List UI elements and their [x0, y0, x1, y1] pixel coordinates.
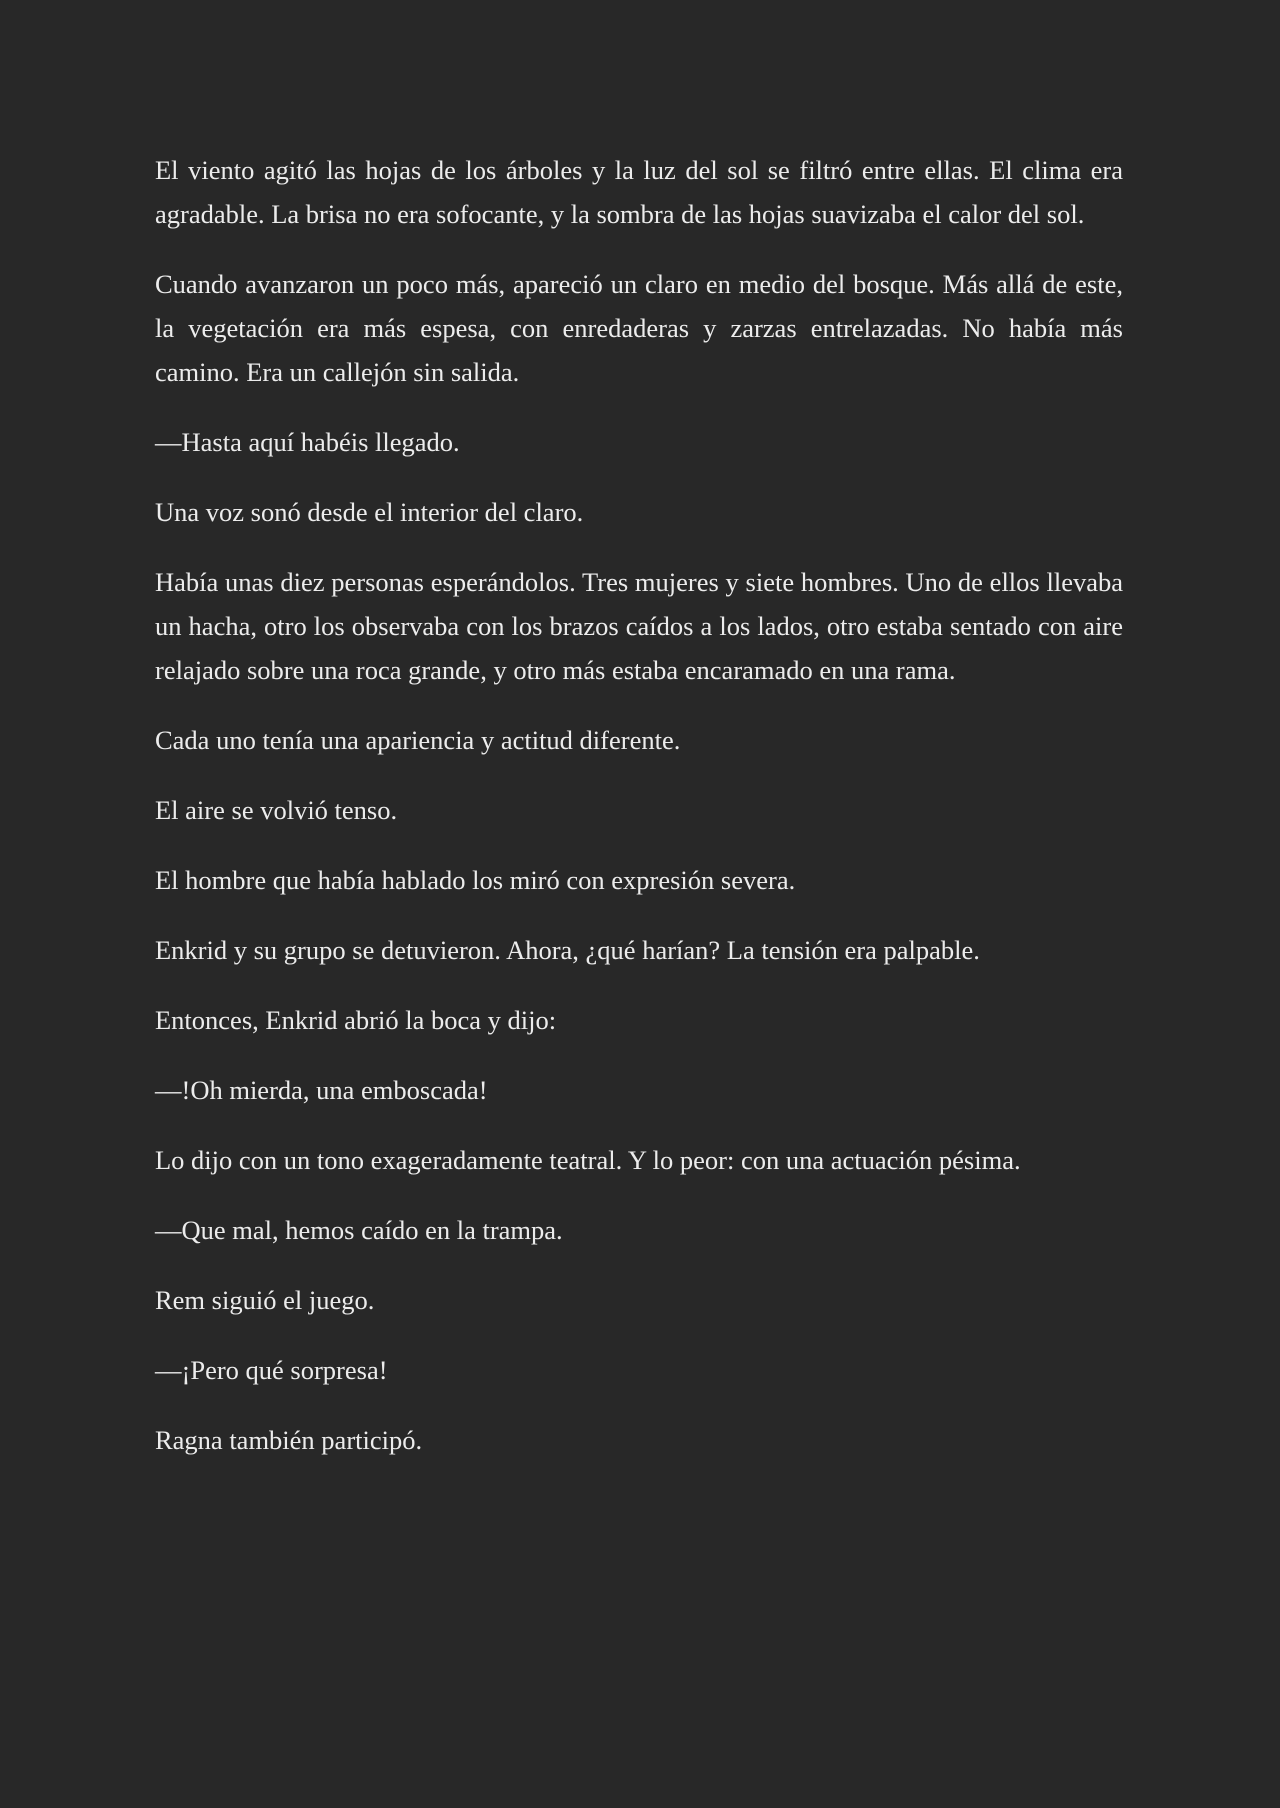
paragraph: El aire se volvió tenso.: [155, 795, 398, 825]
dialogue-paragraph: —Que mal, hemos caído en la trampa.: [155, 1215, 563, 1245]
paragraph: Una voz sonó desde el interior del claro.: [155, 497, 584, 527]
paragraph: Cada uno tenía una apariencia y actitud diferente.: [155, 725, 681, 755]
paragraph: Rem siguió el juego.: [155, 1285, 375, 1315]
text-body: [155, 148, 1123, 1462]
paragraph: El hombre que había hablado los miró con expresión severa.: [155, 865, 796, 895]
paragraph: Lo dijo con un tono exageradamente teatral. Y lo peor: con una actuación pésima.: [155, 1145, 1021, 1175]
paragraph: Enkrid y su grupo se detuvieron. Ahora, ¿qué harían? La tensión era palpable.: [155, 935, 980, 965]
dialogue-paragraph: —Hasta aquí habéis llegado.: [155, 427, 460, 457]
paragraph: Había unas diez personas esperándolos. Tres mujeres y siete hombres. Uno de ellos llevaba un hacha, otro los observaba con los brazos caídos a los lados, otro estaba sentado con aire relajado sobre una roca grande, y otro más estaba encaramado en una rama.: [155, 567, 1123, 685]
paragraph: Ragna también participó.: [155, 1425, 423, 1455]
paragraph: El viento agitó las hojas de los árboles y la luz del sol se filtró entre ellas. El clima era agradable. La brisa no era sofocante, y la sombra de las hojas suavizaba el calor del sol.: [155, 155, 1123, 229]
dialogue-paragraph: —!Oh mierda, una emboscada!: [155, 1075, 488, 1105]
paragraph: Entonces, Enkrid abrió la boca y dijo:: [155, 1005, 557, 1035]
dialogue-paragraph: —¡Pero qué sorpresa!: [155, 1355, 388, 1385]
paragraph: Cuando avanzaron un poco más, apareció un claro en medio del bosque. Más allá de este, la vegetación era más espesa, con enredaderas y zarzas entrelazadas. No había más camino. Era un callejón sin salida.: [155, 269, 1123, 387]
